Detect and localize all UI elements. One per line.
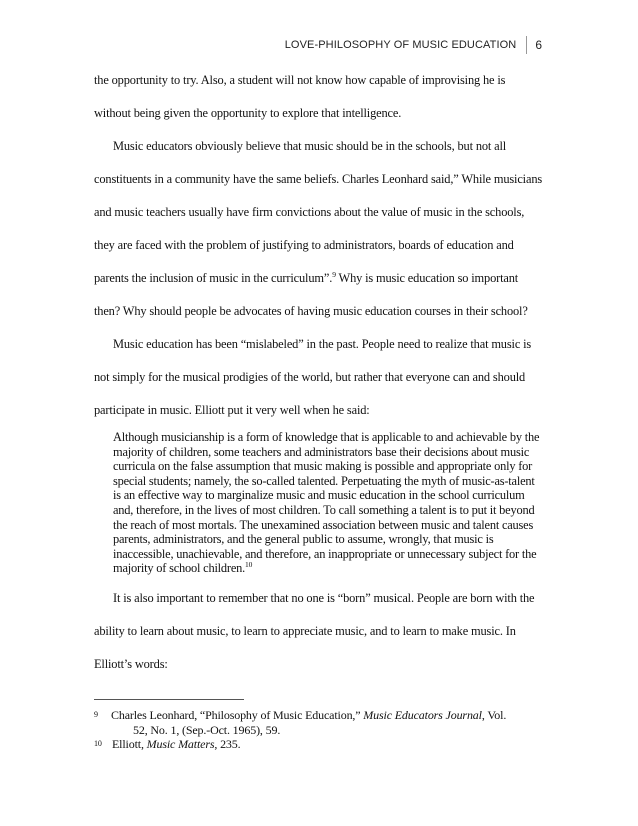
footnote-ref-9[interactable]: 9 xyxy=(332,269,336,279)
footnote-post: , Vol. xyxy=(481,708,507,722)
paragraph-2 xyxy=(94,130,544,328)
paragraph-2-tail: Why is music education so important then? Why should people be advocates of having music education courses in their school? xyxy=(94,271,528,318)
footnote-journal: Music Educators Journal xyxy=(363,708,482,722)
footnote-mark: 10 xyxy=(94,739,102,748)
footnote-author: Elliott, xyxy=(112,737,147,751)
footnote-9 xyxy=(94,708,544,737)
footnote-text xyxy=(111,708,544,737)
page-number: 6 xyxy=(535,38,542,52)
footnote-continuation: 52, No. 1, (Sep.-Oct. 1965), 59. xyxy=(133,722,281,737)
footnote-text xyxy=(112,737,544,752)
footnote-book: Music Matters xyxy=(146,737,215,751)
body-text xyxy=(94,64,544,681)
running-header xyxy=(285,36,542,54)
paragraph-2-text: Music educators obviously believe that music should be in the schools, but not all constituents in a community have the same beliefs. Charles Leonhard said,” While musicians and music teachers usually have firm convictions about the value of music in the schools, they are faced with the problem of justifying to administrators, boards of education and parents the inclusion of music in the curriculum”. xyxy=(94,139,543,285)
paragraph-1: the opportunity to try. Also, a student will not know how capable of improvising he is without being given the opportunity to explore that intelligence. xyxy=(94,73,506,120)
paragraph-4: It is also important to remember that no one is “born” musical. People are born with the ability to learn about music, to learn to appreciate music, and to learn to make music. In Elliott’s words: xyxy=(94,590,535,671)
paragraph-3: Music education has been “mislabeled” in the past. People need to realize that music is not simply for the musical prodigies of the world, but rather that everyone can and should participate in music. Elliott put it very well when he said: xyxy=(94,337,532,417)
footnote-post: , 235. xyxy=(214,737,241,751)
footnote-10 xyxy=(94,737,544,752)
header-divider xyxy=(526,36,527,54)
footnote-separator xyxy=(94,699,244,700)
footnote-author-title: Charles Leonhard, “Philosophy of Music Education,” xyxy=(111,708,364,722)
running-title: LOVE-PHILOSOPHY OF MUSIC EDUCATION xyxy=(284,39,517,51)
footnote-mark: 9 xyxy=(94,710,98,719)
footnote-ref-10[interactable]: 10 xyxy=(245,560,253,570)
footnotes xyxy=(94,708,544,752)
block-quote-text: Although musicianship is a form of knowledge that is applicable to and achievable by the majority of children, some teachers and administrators base their decisions about music curricula on the false assumption that music making is possible and appropriate only for special students; namely, the so-called talented. Perpetuating the myth of music-as-talent is an effective way to marginalize music and music education in the school curriculum and, therefore, in the lives of most children. To call something a talent is to put it beyond the reach of most mortals. The unexamined association between music and talent causes parents, administrators, and the general public to assume, wrongly, that music is inaccessible, unachievable, and therefore, an inappropriate or unnecessary subject for the majority of school children. xyxy=(113,430,540,576)
block-quote xyxy=(113,430,543,576)
